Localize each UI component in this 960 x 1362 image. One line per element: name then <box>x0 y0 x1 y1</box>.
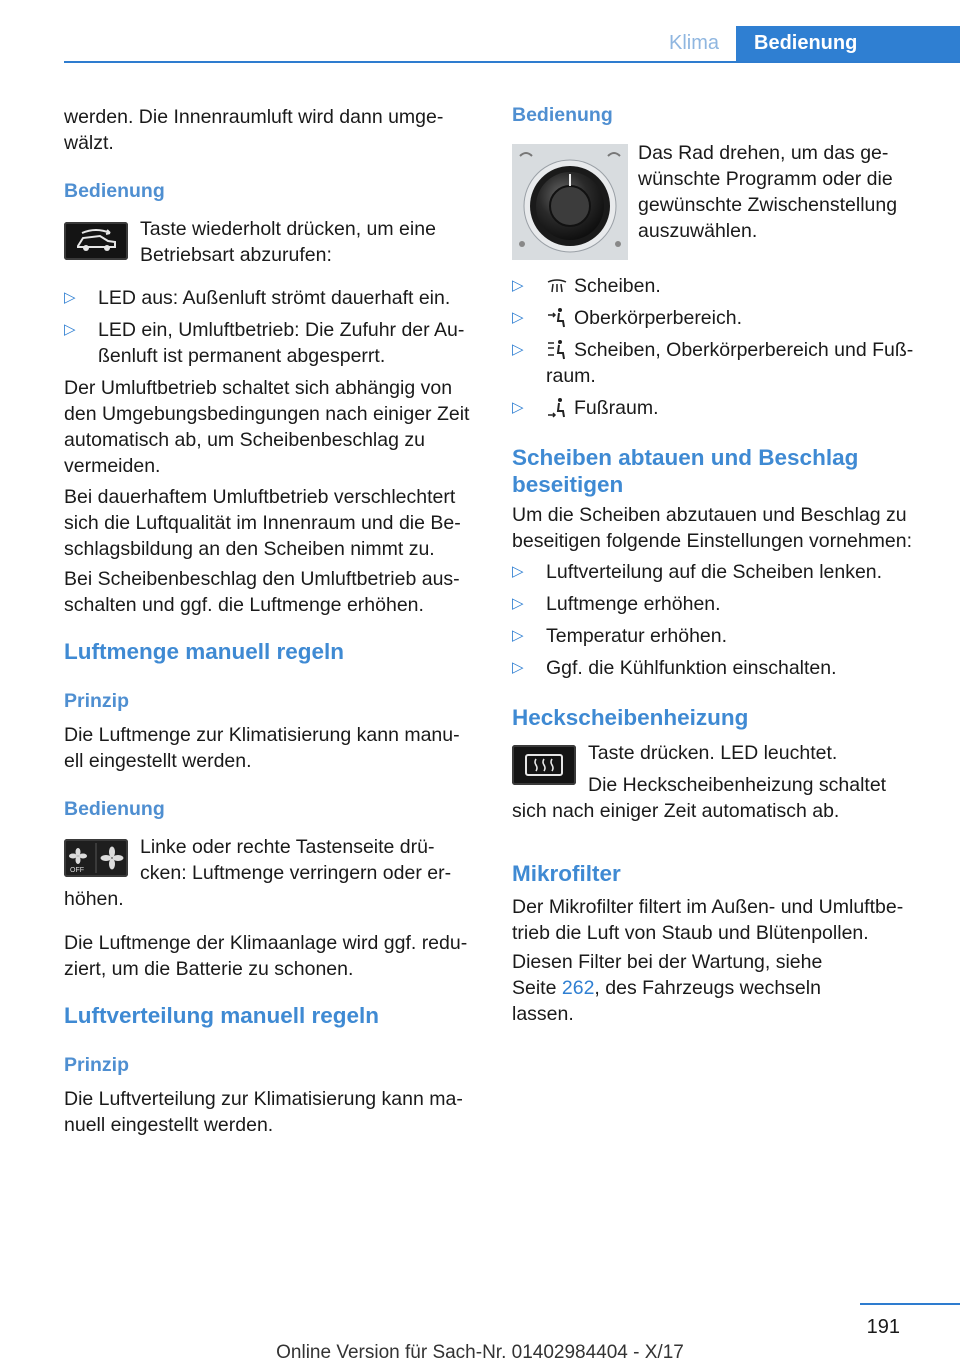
all-zones-airflow-icon <box>546 339 568 366</box>
heading-luftmenge: Luftmenge manuell regeln <box>64 639 345 664</box>
list-item <box>512 273 926 299</box>
prinzip-1-text: Die Luftmenge zur Klimatisierung kann manu‐ell eingestellt werden. <box>64 724 460 772</box>
bullet-triangle-icon: ▷ <box>512 277 524 294</box>
bullet-triangle-icon: ▷ <box>512 595 524 612</box>
list-item <box>512 623 926 649</box>
heck-text-1: Taste drücken. LED leuchtet. <box>588 742 838 764</box>
bedienung-2-text-c: höhen. <box>64 888 124 910</box>
footwell-airflow-icon <box>546 397 568 424</box>
heading-scheiben-abtauen: Scheiben abtauen und Beschlag beseitigen <box>512 445 859 497</box>
list-item <box>64 317 478 369</box>
page-link-262[interactable]: 262 <box>561 977 595 999</box>
footer-text: Online Version für Sach-Nr. 01402984404 - X/17 <box>276 1342 684 1362</box>
list-item-text: LED ein, Umluftbetrieb: Die Zufuhr der Au‐ßenluft ist permanent abgesperrt. <box>98 319 465 367</box>
list-item-text: LED aus: Außenluft strömt dauerhaft ein. <box>98 287 451 309</box>
page-number: 191 <box>866 1316 900 1338</box>
heck-text-2a: Die Heckscheibenheizung schaltet <box>588 774 887 796</box>
list-item <box>512 395 926 421</box>
bullet-triangle-icon: ▷ <box>512 627 524 644</box>
subheading-prinzip-2: Prinzip <box>64 1054 130 1076</box>
bullet-triangle-icon: ▷ <box>64 289 76 306</box>
heading-luftverteilung: Luftverteilung manuell regeln <box>64 1003 380 1028</box>
tab-klima[interactable]: Klima <box>668 32 719 54</box>
rear-defrost-button-icon <box>512 745 576 785</box>
recirculation-button-icon <box>64 222 128 260</box>
off-label: OFF <box>70 867 84 874</box>
heading-heckscheibenheizung: Heckscheibenheizung <box>512 705 749 730</box>
bedienung-2-text-b: cken: Luftmenge verringern oder er‐ <box>140 862 452 884</box>
bullet-triangle-icon: ▷ <box>512 563 524 580</box>
list-item-text: Temperatur erhöhen. <box>546 625 728 647</box>
list-item-text: Fußraum. <box>574 397 659 419</box>
filter-text-pre: Diesen Filter bei der Wartung, siehe Seite <box>512 951 823 999</box>
list-item-text: Ggf. die Kühlfunktion einschalten. <box>546 657 837 679</box>
list-item-text-b: raum. <box>546 365 596 387</box>
header-rule <box>64 61 960 63</box>
list-item-text: Oberkörperbereich. <box>574 307 742 329</box>
bedienung-1-text: Taste wiederholt drücken, um eine Betriebsart abzurufen: <box>140 218 436 266</box>
bedienung-3-text: Das Rad drehen, um das ge‐wünschte Programm oder die gewünschte Zwischenstellung auszuwählen. <box>638 142 898 242</box>
paragraph: Bei Scheibenbeschlag den Umluftbetrieb aus‐schalten und ggf. die Luftmenge erhöhen. <box>64 568 460 616</box>
tab-bedienung[interactable]: Bedienung <box>736 26 960 62</box>
filter-text-post: , des Fahrzeugs wechseln lassen. <box>512 977 821 1025</box>
abtauen-text: Um die Scheiben abzutauen und Beschlag zu beseitigen folgende Einstellungen vornehmen: <box>512 504 913 552</box>
list-item-text: Luftmenge erhöhen. <box>546 593 721 615</box>
list-item <box>64 285 478 311</box>
paragraph: Bei dauerhaftem Umluftbetrieb verschlechtert sich die Luftqualität im Innenraum und die Be‐schlagsbildung an den Scheiben nimmt zu. <box>64 486 461 560</box>
bullet-triangle-icon: ▷ <box>512 341 524 358</box>
list-item <box>512 591 926 617</box>
subheading-bedienung-2: Bedienung <box>64 798 165 820</box>
list-item <box>512 305 926 331</box>
list-item-text: Scheiben. <box>574 275 661 297</box>
bullet-triangle-icon: ▷ <box>512 399 524 416</box>
subheading-prinzip-1: Prinzip <box>64 690 130 712</box>
bullet-triangle-icon: ▷ <box>64 321 76 338</box>
air-distribution-dial-photo <box>512 144 628 260</box>
upper-body-airflow-icon <box>546 307 568 334</box>
prinzip-2-text: Die Luftverteilung zur Klimatisierung kann ma‐nuell eingestellt werden. <box>64 1088 463 1136</box>
list-item-text-a: Scheiben, Oberkörperbereich und Fuß‐ <box>574 339 914 361</box>
bedienung-2-text-a: Linke oder rechte Tastenseite drü‐ <box>140 836 435 858</box>
bullet-triangle-icon: ▷ <box>512 309 524 326</box>
intro-text: werden. Die Innenraumluft wird dann umge‐wälzt. <box>64 106 444 154</box>
list-item <box>512 559 926 585</box>
heck-text-2b: sich nach einiger Zeit automatisch ab. <box>512 800 840 822</box>
footer-rule <box>860 1303 960 1305</box>
paragraph: Der Umluftbetrieb schaltet sich abhängig von den Umgebungsbedingungen nach einiger Zeit automatisch ab, um Scheibenbeschlag zu vermeiden. <box>64 377 470 477</box>
fan-speed-button-icon <box>64 839 128 877</box>
windshield-airflow-icon <box>546 276 568 301</box>
list-item <box>512 337 926 389</box>
subheading-bedienung-1: Bedienung <box>64 180 165 202</box>
list-item-text: Luftverteilung auf die Scheiben lenken. <box>546 561 883 583</box>
heading-mikrofilter: Mikrofilter <box>512 861 621 886</box>
list-item <box>512 655 926 681</box>
subheading-bedienung-3: Bedienung <box>512 104 613 126</box>
mikro-text: Der Mikrofilter filtert im Außen- und Umluftbe‐trieb die Luft von Staub und Blütenpollen. <box>512 896 904 944</box>
filter-text <box>512 949 852 1027</box>
bullet-triangle-icon: ▷ <box>512 659 524 676</box>
paragraph: Die Luftmenge der Klimaanlage wird ggf. redu‐ziert, um die Batterie zu schonen. <box>64 932 468 980</box>
